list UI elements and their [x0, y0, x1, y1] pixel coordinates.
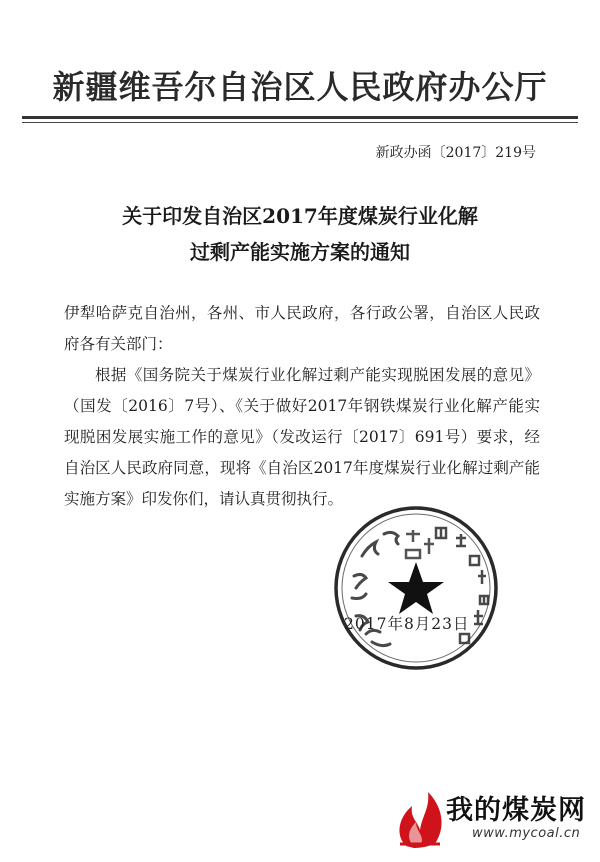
- seal-center-marks: [406, 530, 434, 558]
- notice-title-line-1: 关于印发自治区2017年度煤炭行业化解: [122, 204, 478, 228]
- signing-date: 2017年8月23日: [344, 615, 470, 633]
- salutation: 伊犁哈萨克自治州，各州、市人民政府，各行政公署，自治区人民政府各有关部门：: [64, 304, 540, 353]
- issuing-office-title: 新疆维吾尔自治区人民政府办公厅: [52, 68, 548, 106]
- header-rule-thin: [22, 122, 578, 123]
- star-icon: [388, 562, 444, 614]
- notice-title: [40, 198, 560, 270]
- site-watermark: [392, 782, 592, 852]
- document-number: 新政办函〔2017〕219号: [375, 145, 536, 161]
- watermark-url: www.mycoal.cn: [472, 826, 581, 841]
- body-text: [64, 298, 540, 515]
- official-seal: [332, 504, 500, 672]
- notice-title-line-2: 过剩产能实施方案的通知: [190, 240, 410, 264]
- watermark-site-name: 我的煤炭网: [446, 795, 586, 826]
- body-paragraph: 根据《国务院关于煤炭行业化解过剩产能实现脱困发展的意见》（国发〔2016〕7号）、《关于做好2017年钢铁煤炭行业化解产能实现脱困发展实施工作的意见》（发改运行〔2017〕691号）要求，经自治区人民政府同意，现将《自治区2017年度煤炭行业化解过剩产能实施方案》印发你们，请认真贯彻执行。: [64, 366, 540, 508]
- flame-logo-icon: [392, 786, 448, 848]
- header-rule-thick: [22, 116, 578, 119]
